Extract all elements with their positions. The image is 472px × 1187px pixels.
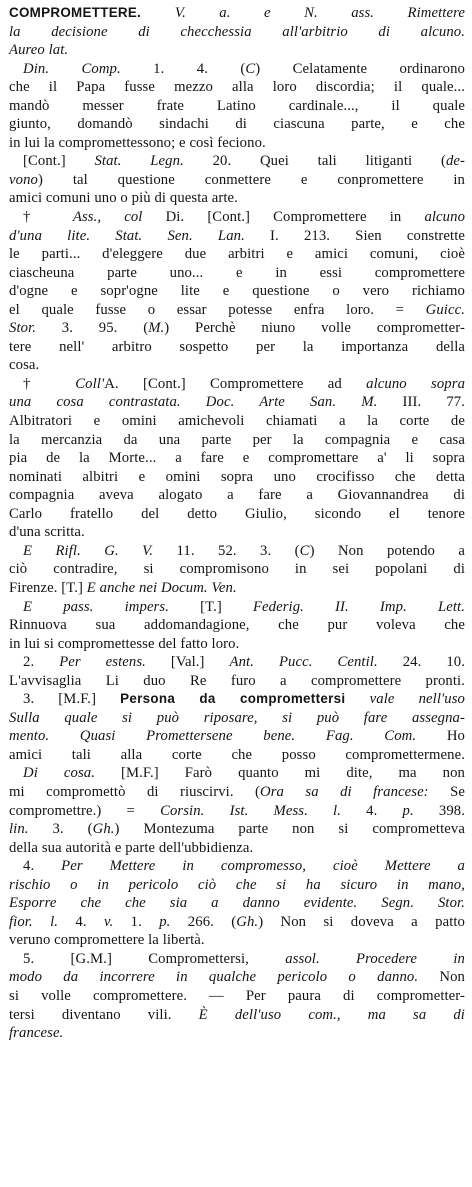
- text-line: [9, 1024, 465, 1043]
- text-line: [9, 264, 465, 283]
- text-line: [9, 709, 465, 728]
- text-run: 1. 4. (: [120, 60, 246, 77]
- italic-text: M.: [148, 320, 165, 337]
- italic-text: vale nell'uso: [369, 691, 465, 708]
- text-run: 24. 10.: [377, 654, 465, 671]
- text-run: Di. [Cont.] Compromettere in: [142, 209, 425, 226]
- italic-text: Di cosa.: [23, 765, 95, 782]
- text-run: Carlo fratello del detto Giulio, sicondo el tenore: [9, 505, 465, 522]
- italic-text: Din. Comp.: [23, 60, 121, 77]
- text-line: [9, 4, 465, 23]
- text-run: mi compromettò di riuscirvi. (: [9, 783, 261, 800]
- text-line: [9, 115, 465, 134]
- text-line: [9, 412, 465, 431]
- text-line: [9, 616, 465, 635]
- text-line: [9, 1006, 465, 1025]
- text-line: [9, 542, 465, 561]
- text-run: ) tal questione conmettere e conpromettere in: [37, 171, 465, 188]
- italic-text: modo da incorrere in qualche pericolo o danno.: [9, 969, 419, 986]
- text-run: [M.F.] Farò quanto mi dite, ma non: [94, 765, 465, 782]
- text-run: compromettre.: [9, 802, 97, 819]
- text-run: che il Papa fusse mezzo alla loro discordia; il quale...: [9, 79, 465, 96]
- text-run: 11. 52. 3. (: [153, 542, 300, 559]
- text-line: [9, 783, 465, 802]
- italic-text: ma sa di: [367, 1006, 465, 1023]
- text-line: [9, 134, 465, 153]
- text-line: [9, 505, 465, 524]
- italic-text: fior. l.: [9, 913, 59, 930]
- italic-text: Gh.: [236, 913, 259, 930]
- text-line: [9, 931, 465, 950]
- text-run: 3. 95. (: [36, 320, 149, 337]
- text-line: [9, 486, 465, 505]
- italic-text: V. a. e N. ass. Rimettere: [174, 5, 465, 21]
- text-run: L'avvisaglia Li duo Re furo a compromettere pronti.: [9, 672, 465, 689]
- text-line: [9, 746, 465, 765]
- text-line: [9, 839, 465, 858]
- text-run: in lui la compromettessono; e così feciono.: [9, 134, 266, 151]
- text-run: ) Non potendo a: [309, 542, 465, 559]
- italic-text: de-: [445, 153, 465, 170]
- italic-text: lin.: [9, 821, 29, 838]
- italic-text: rischio o in pericolo ciò che si ha sicuro in mano,: [9, 876, 465, 893]
- text-run: Non: [418, 969, 465, 986]
- italic-text: Corsin. Ist. Mess. l.: [160, 802, 341, 819]
- text-line: [9, 987, 465, 1006]
- text-run: le parti... d'eleggere due arbitri e amici comuni, cioè: [9, 246, 465, 263]
- text-run: tere nell' arbitro sospetto per la importanza della: [9, 338, 465, 355]
- italic-text: Ora sa di francese:: [260, 783, 429, 800]
- text-line: [9, 338, 465, 357]
- italic-text: Stor.: [9, 320, 37, 337]
- italic-text: alcuno: [424, 209, 466, 226]
- text-line: [9, 375, 465, 394]
- text-run: III. 77.: [377, 394, 465, 411]
- text-line: [9, 60, 465, 79]
- text-run: 4.: [23, 858, 62, 875]
- text-run: †: [23, 375, 76, 392]
- headword: COMPROMETTERE.: [9, 5, 175, 20]
- text-run: el quale fusse o essar potesse enfra loro. =: [9, 301, 426, 318]
- text-run: in lui si compromettesse del fatto loro.: [9, 635, 240, 652]
- text-run: Ho: [416, 728, 465, 745]
- text-run: la mercanzia da una parte per la compagnia e casa: [9, 431, 465, 448]
- italic-text: Aureo lat.: [9, 42, 69, 59]
- italic-text: p.: [159, 913, 171, 930]
- text-line: [9, 431, 465, 450]
- headword: Persona da compromettersi: [120, 691, 370, 707]
- text-run: ) Montezuma parte non si comprometteva: [114, 821, 465, 838]
- dictionary-entry: [9, 4, 465, 1043]
- text-run: Se: [428, 783, 465, 800]
- text-line: [9, 653, 465, 672]
- italic-text: E Rifl. G. V.: [23, 542, 154, 559]
- italic-text: È dell'uso: [198, 1006, 282, 1023]
- italic-text: p.: [402, 802, 414, 819]
- text-line: [9, 152, 465, 171]
- text-run: 4.: [58, 913, 104, 930]
- text-run: ciò contradire, si compromisono in sei popolani di: [9, 561, 465, 578]
- text-run: ) =: [96, 802, 161, 819]
- text-run: †: [23, 209, 73, 226]
- text-run: 5. [G.M.] Compromettersi,: [23, 950, 286, 967]
- italic-text: Esporre che che sia a danno evidente. Segn. Stor.: [9, 895, 465, 912]
- italic-text: Stat. Legn.: [94, 153, 184, 170]
- text-run: Firenze. [T.]: [9, 579, 87, 596]
- text-line: [9, 97, 465, 116]
- italic-text: com.,: [281, 1006, 368, 1023]
- italic-text: d'una lite. Stat. Sen. Lan.: [9, 227, 245, 244]
- italic-text: Federig. II. Imp. Lett.: [252, 598, 465, 615]
- italic-text: vono: [9, 171, 38, 188]
- text-run: I. 213. Sien constrette: [244, 227, 466, 244]
- text-run: 20. Quei tali litiganti (: [183, 153, 446, 170]
- italic-text: Per estens.: [59, 654, 146, 671]
- italic-text: Guicc.: [425, 301, 465, 318]
- italic-text: Coll': [75, 375, 105, 392]
- text-line: [9, 968, 465, 987]
- text-run: 2.: [23, 654, 60, 671]
- text-line: [9, 23, 465, 42]
- text-run: Rinnuova sua addomandagione, che pur voleva che: [9, 617, 465, 634]
- text-line: [9, 449, 465, 468]
- text-line: [9, 820, 465, 839]
- italic-text: E anche nei Docum. Ven.: [86, 579, 237, 596]
- text-line: [9, 282, 465, 301]
- text-run: compagnia aveva alogato a fare a Giovannandrea di: [9, 487, 465, 504]
- text-line: [9, 913, 465, 932]
- text-run: d'una scritta.: [9, 524, 85, 541]
- text-line: [9, 802, 465, 821]
- italic-text: Gh.: [92, 821, 115, 838]
- italic-text: Per Mettere in compromesso, cioè Mettere a: [61, 858, 465, 875]
- italic-text: francese.: [9, 1025, 64, 1042]
- italic-text: Ass., col: [72, 209, 143, 226]
- italic-text: mento. Quasi Promettersene bene. Fag. Com.: [9, 728, 417, 745]
- italic-text: C: [299, 542, 310, 559]
- text-line: [9, 598, 465, 617]
- text-run: ) Perchè niuno volle comprometter-: [164, 320, 465, 337]
- text-line: [9, 227, 465, 246]
- text-run: Albitratori e omini amichevoli chiamati a la corte de: [9, 413, 465, 430]
- text-run: cosa.: [9, 357, 40, 374]
- text-run: pia de la Morte... a fare e compromettare a' li sopra: [9, 450, 465, 467]
- text-line: [9, 208, 465, 227]
- text-line: [9, 635, 465, 654]
- text-line: [9, 393, 465, 412]
- text-line: [9, 356, 465, 375]
- text-line: [9, 672, 465, 691]
- text-line: [9, 560, 465, 579]
- text-run: d'ogne e sopr'ogne lite e questione o vero richiamo: [9, 283, 465, 300]
- text-run: 398.: [413, 802, 466, 819]
- text-run: A. [Cont.] Compromettere ad: [104, 375, 367, 392]
- text-run: amici comuni uno o più di questa arte.: [9, 190, 238, 207]
- text-run: giunto, domandò sindachi di ciascuna parte, e che: [9, 116, 465, 133]
- italic-text: v.: [104, 913, 114, 930]
- text-line: [9, 727, 465, 746]
- text-line: [9, 301, 465, 320]
- text-line: [9, 764, 465, 783]
- italic-text: E pass. impers.: [23, 598, 169, 615]
- text-run: [T.]: [168, 598, 253, 615]
- text-line: [9, 468, 465, 487]
- text-line: [9, 245, 465, 264]
- italic-text: assol. Procedere in: [285, 950, 465, 967]
- text-line: [9, 319, 465, 338]
- text-line: [9, 41, 465, 60]
- text-run: 3. (: [28, 821, 93, 838]
- text-run: ) Celatamente ordinarono: [255, 60, 466, 77]
- italic-text: Sulla quale si può riposare, si può fare assegna-: [9, 709, 465, 726]
- text-run: 266. (: [170, 913, 237, 930]
- text-line: [9, 171, 465, 190]
- text-line: [9, 690, 465, 709]
- text-run: ciascheuna parte uno... e in essi compromettere: [9, 264, 465, 281]
- italic-text: C: [245, 60, 256, 77]
- text-run: 4.: [340, 802, 403, 819]
- text-line: [9, 78, 465, 97]
- text-run: si volle compromettere. — Per paura di comprometter-: [9, 987, 465, 1004]
- text-line: [9, 876, 465, 895]
- text-run: ) Non si doveva a patto: [258, 913, 466, 930]
- text-run: [Cont.]: [23, 153, 95, 170]
- italic-text: una cosa contrastata. Doc. Arte San. M.: [9, 394, 378, 411]
- text-line: [9, 894, 465, 913]
- text-line: [9, 579, 465, 598]
- text-line: [9, 189, 465, 208]
- text-line: [9, 523, 465, 542]
- text-run: tersi diventano vili.: [9, 1006, 199, 1023]
- text-line: [9, 950, 465, 969]
- italic-text: alcuno sopra: [366, 375, 466, 392]
- text-run: amici tali alla corte che posso compromettermene.: [9, 746, 465, 763]
- italic-text: la decisione di checchessia all'arbitrio di alcuno.: [9, 23, 465, 40]
- text-run: nominati albitri e omini sopra uno crocifisso che detta: [9, 468, 465, 485]
- text-run: 3. [M.F.]: [23, 691, 121, 708]
- italic-text: Ant. Pucc. Centil.: [229, 654, 378, 671]
- text-run: mandò messer frate Latino cardinale..., il quale: [9, 97, 465, 114]
- text-line: [9, 857, 465, 876]
- text-run: 1.: [113, 913, 160, 930]
- text-run: veruno compromettere la libertà.: [9, 932, 205, 949]
- text-run: della sua autorità e parte dell'ubbidienza.: [9, 839, 254, 856]
- text-run: [Val.]: [145, 654, 230, 671]
